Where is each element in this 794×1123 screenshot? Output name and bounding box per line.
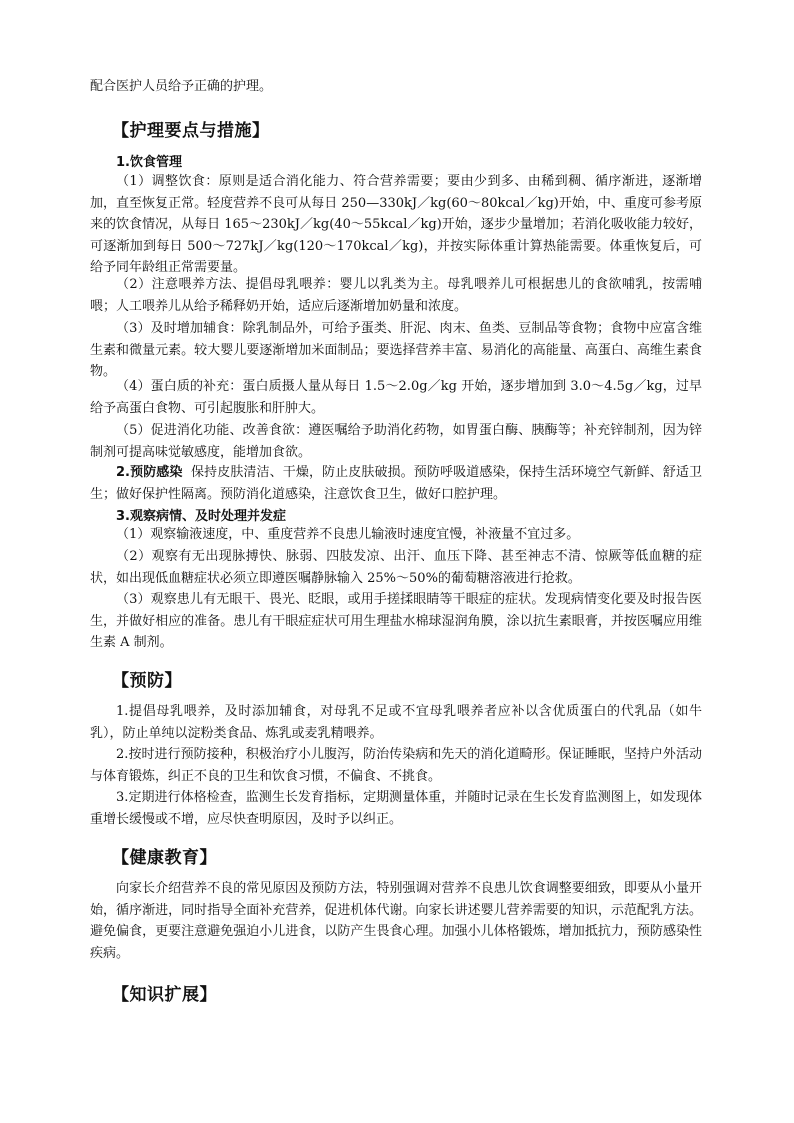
protein-paragraph: （4）蛋白质的补充：蛋白质摄人量从每日 1.5～2.0g／kg 开始，逐步增加到 3.0～4.5g／kg，过早给予高蛋白食物、可引起腹胀和肝肿大。 bbox=[90, 379, 702, 416]
prevention-item-3: 3.定期进行体格检查，监测生长发育指标，定期测量体重，并随时记录在生长发育监测图上，如发现体重增长缓慢或不增，应尽快查明原因，及时予以纠正。 bbox=[90, 790, 702, 827]
health-education-paragraph: 向家长介绍营养不良的常见原因及预防方法，特别强调对营养不良患儿饮食调整要细致，即要从小量开始，循序渐进，同时指导全面补充营养，促进机体代谢。向家长讲述婴儿营养需要的知识，示范配乳方法。避免偏食，更要注意避免强迫小儿进食，以防产生畏食心理。加强小儿体格锻炼，增加抵抗力，预防感染性疾病。 bbox=[90, 881, 702, 961]
supplement-food-paragraph: （3）及时增加辅食：除乳制品外，可给予蛋类、肝泥、肉末、鱼类、豆制品等食物；食物中应富含维生素和微量元素。较大婴儿要逐渐增加米面制品；要选择营养丰富、易消化的高能量、高蛋白、高维生素食物。 bbox=[90, 321, 702, 380]
infection-title: 2.预防感染 bbox=[116, 465, 183, 480]
nursing-heading: 【护理要点与措施】 bbox=[112, 121, 270, 141]
feeding-method-paragraph: （2）注意喂养方法、提倡母乳喂养：婴儿以乳类为主。母乳喂养儿可根据患儿的食欲哺乳，按需哺喂；人工喂养儿从给予稀释奶开始，适应后逐渐增加奶量和浓度。 bbox=[90, 277, 702, 314]
hypoglycemia-paragraph: （2）观察有无出现脉搏快、脉弱、四肢发凉、出汗、血压下降、甚至神志不清、惊厥等低血糖的症状，如出现低血糖症状必须立即遵医嘱静脉输入 25%～50%的葡萄糖溶液进行抢救。 bbox=[90, 549, 702, 586]
knowledge-heading: 【知识扩展】 bbox=[112, 985, 217, 1005]
prevention-heading: 【预防】 bbox=[112, 671, 182, 691]
observation-title: 3.观察病情、及时处理并发症 bbox=[116, 509, 286, 524]
health-education-heading: 【健康教育】 bbox=[112, 848, 217, 868]
infection-paragraph bbox=[90, 462, 702, 505]
prevention-item-2: 2.按时进行预防接种，积极治疗小儿腹泻，防治传染病和先天的消化道畸形。保证睡眠，坚持户外活动与体育锻炼，纠正不良的卫生和饮食习惯，不偏食、不挑食。 bbox=[90, 747, 702, 784]
dry-eye-paragraph: （3）观察患儿有无眼干、畏光、眨眼，或用手搓揉眼睛等干眼症的症状。发现病情变化要及时报告医生，并做好相应的准备。患儿有干眼症症状可用生理盐水棉球湿润角膜，涂以抗生素眼膏，并按医嘱应用维生素 A 制剂。 bbox=[90, 592, 702, 651]
diet-management-title: 1.饮食管理 bbox=[116, 155, 182, 170]
infusion-paragraph: （1）观察输液速度，中、重度营养不良患儿输液时速度宜慢，补液量不宜过多。 bbox=[116, 527, 580, 542]
prevention-item-1: 1.提倡母乳喂养，及时添加辅食，对母乳不足或不宜母乳喂养者应补以含优质蛋白的代乳品（如牛乳），防止单纯以淀粉类食品、炼乳或麦乳精喂养。 bbox=[90, 704, 702, 741]
infection-text: 保持皮肤清洁、干燥，防止皮肤破损。预防呼吸道感染，保持生活环境空气新鲜、舒适卫生；做好保护性隔离。预防消化道感染，注意饮食卫生，做好口腔护理。 bbox=[90, 465, 702, 502]
digestion-paragraph: （5）促进消化功能、改善食欲：遵医嘱给予助消化药物，如胃蛋白酶、胰酶等；补充锌制剂，因为锌制剂可提高味觉敏感度，能增加食欲。 bbox=[90, 423, 702, 460]
intro-line: 配合医护人员给予正确的护理。 bbox=[90, 79, 273, 94]
diet-adjust-paragraph: （1）调整饮食：原则是适合消化能力、符合营养需要；要由少到多、由稀到稠、循序渐进，逐渐增加，直至恢复正常。轻度营养不良可从每日 250—330kJ／kg(60～80kcal／kg)开始，中、重度可参考原来的饮食情况，从每日 165～230kJ／kg(40～55kcal／kg)开始，逐步少量增加；若消化吸收能力较好，可逐渐加到每日 500～727kJ／kg(120～170kcal／kg)，并按实际体重计算热能需要。体重恢复后，可给予同年龄组正常需要量。 bbox=[90, 174, 702, 276]
